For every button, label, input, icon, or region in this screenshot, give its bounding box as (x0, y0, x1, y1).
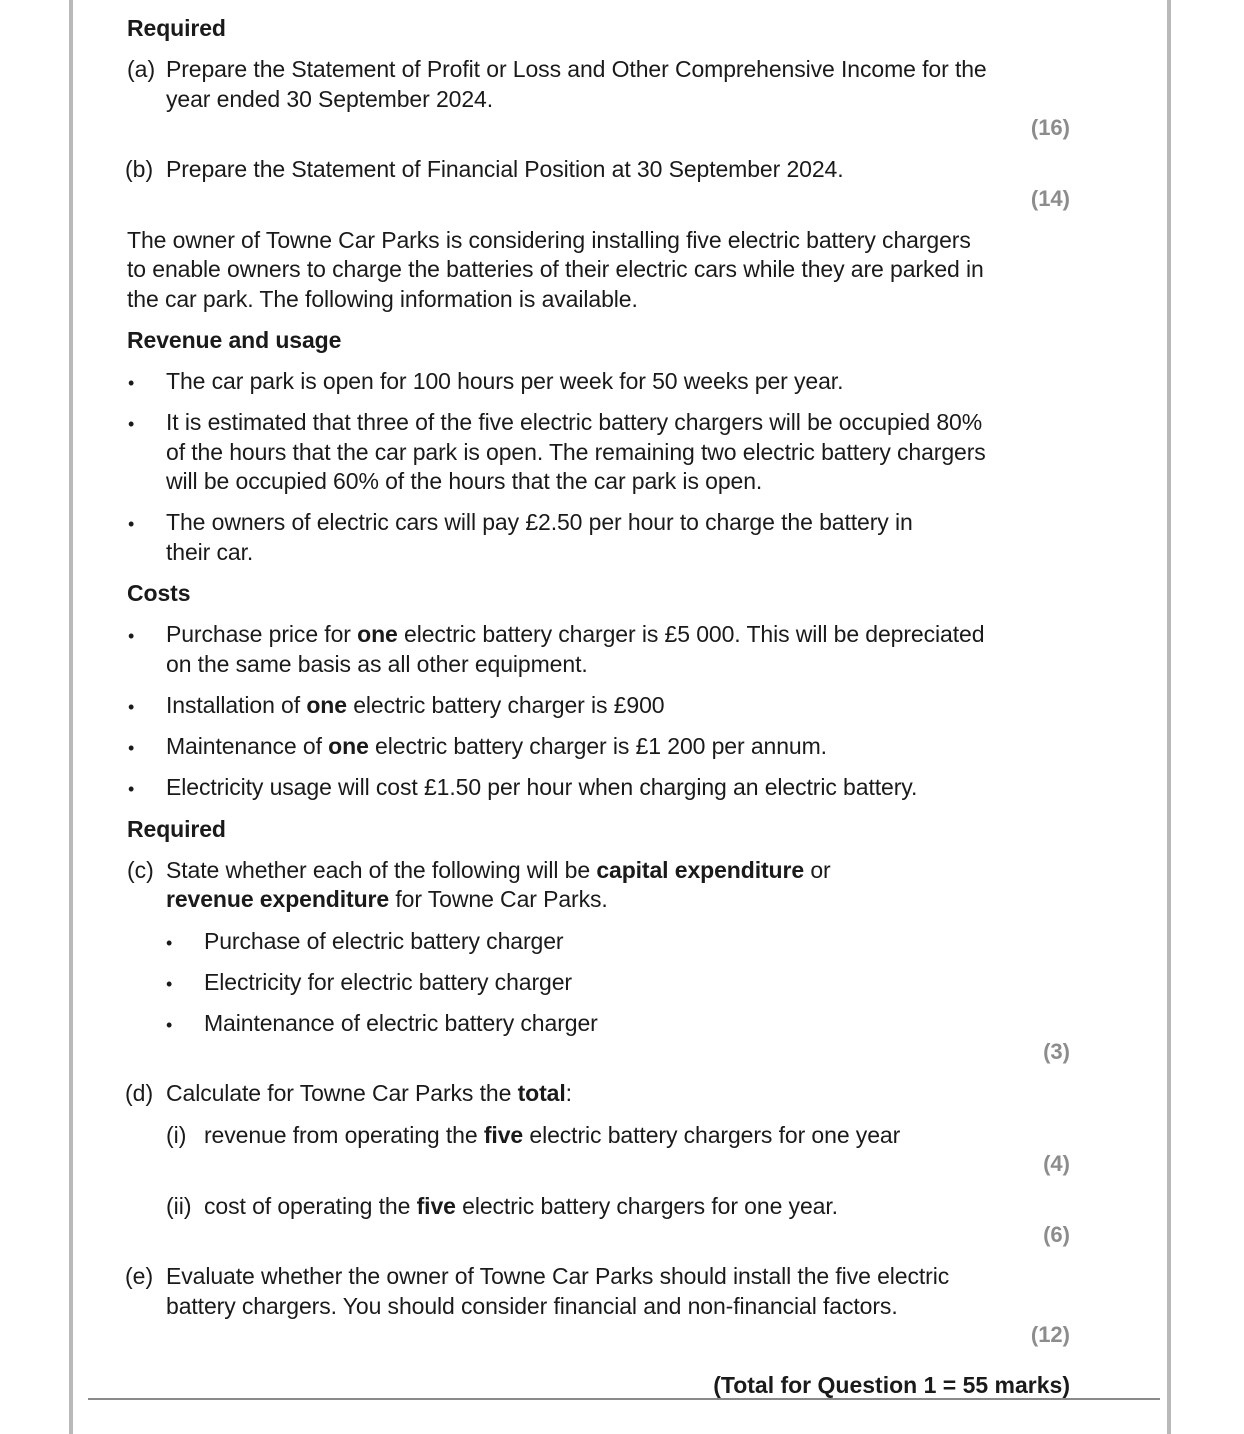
intro-line1: The owner of Towne Car Parks is considering installing five electric battery chargers (127, 227, 971, 253)
part-d-i-marks: (4) (1043, 1151, 1070, 1176)
part-d-i-label: (i) (166, 1122, 187, 1148)
bullet: • (166, 974, 173, 994)
part-e-line2: battery chargers. You should consider financial and non-financial factors. (166, 1293, 898, 1319)
part-b-label: (b) (125, 156, 154, 182)
part-d-label: (d) (125, 1080, 154, 1106)
bullet: • (128, 414, 135, 434)
part-c-label: (c) (127, 857, 154, 883)
part-a-marks: (16) (1030, 115, 1070, 140)
part-a-line2: year ended 30 September 2024. (166, 86, 494, 112)
part-c-line2: revenue expenditure for Towne Car Parks. (166, 886, 608, 912)
cost-item-4: Electricity usage will cost £1.50 per hour when charging an electric battery. (166, 774, 918, 800)
part-c-sub3: Maintenance of electric battery charger (204, 1010, 598, 1036)
revenue-item-3-line2: their car. (166, 539, 254, 565)
question-total: (Total for Question 1 = 55 marks) (713, 1372, 1070, 1398)
bullet: • (166, 1015, 173, 1035)
part-a-line1: Prepare the Statement of Profit or Loss and Other Comprehensive Income for the (166, 56, 987, 82)
bullet: • (128, 779, 135, 799)
part-c-marks: (3) (1043, 1039, 1070, 1064)
part-d-ii-marks: (6) (1043, 1222, 1070, 1247)
revenue-item-3-line1: The owners of electric cars will pay £2.50 per hour to charge the battery in (166, 509, 913, 535)
cost-item-2: Installation of one electric battery charger is £900 (166, 692, 665, 718)
bullet: • (128, 373, 135, 393)
part-d-i-text: revenue from operating the five electric battery chargers for one year (204, 1122, 901, 1148)
bullet: • (128, 626, 135, 646)
bullet: • (128, 697, 135, 717)
part-d-line1: Calculate for Towne Car Parks the total: (166, 1080, 572, 1106)
bullet: • (128, 738, 135, 758)
revenue-heading: Revenue and usage (127, 327, 342, 353)
required-heading: Required (127, 15, 226, 41)
revenue-item-2-line1: It is estimated that three of the five electric battery chargers will be occupied 80% (166, 409, 983, 435)
bullet: • (128, 514, 135, 534)
bullet: • (166, 933, 173, 953)
cost-item-1-line1: Purchase price for one electric battery charger is £5 000. This will be depreciated (166, 621, 985, 647)
revenue-item-2-line2: of the hours that the car park is open. The remaining two electric battery chargers (166, 439, 986, 465)
costs-heading: Costs (127, 580, 191, 606)
intro-line2: to enable owners to charge the batteries of their electric cars while they are parked in (127, 256, 984, 282)
part-e-marks: (12) (1030, 1322, 1070, 1347)
part-b-line1: Prepare the Statement of Financial Position at 30 September 2024. (166, 156, 844, 182)
part-c-sub2: Electricity for electric battery charger (204, 969, 572, 995)
cost-item-3: Maintenance of one electric battery charger is £1 200 per annum. (166, 733, 827, 759)
part-c-line1: State whether each of the following will be capital expenditure or (166, 857, 831, 883)
part-d-ii-text: cost of operating the five electric battery chargers for one year. (204, 1193, 838, 1219)
part-c-sub1: Purchase of electric battery charger (204, 928, 564, 954)
revenue-item-1: The car park is open for 100 hours per week for 50 weeks per year. (166, 368, 844, 394)
part-b-marks: (14) (1030, 186, 1070, 211)
revenue-item-2-line3: will be occupied 60% of the hours that the car park is open. (166, 468, 763, 494)
cost-item-1-line2: on the same basis as all other equipment. (166, 651, 588, 677)
intro-line3: the car park. The following information is available. (127, 286, 638, 312)
part-a-label: (a) (127, 56, 156, 82)
required-heading-2: Required (127, 816, 226, 842)
part-e-label: (e) (125, 1263, 154, 1289)
part-e-line1: Evaluate whether the owner of Towne Car Parks should install the five electric (166, 1263, 950, 1289)
part-d-ii-label: (ii) (166, 1193, 192, 1219)
